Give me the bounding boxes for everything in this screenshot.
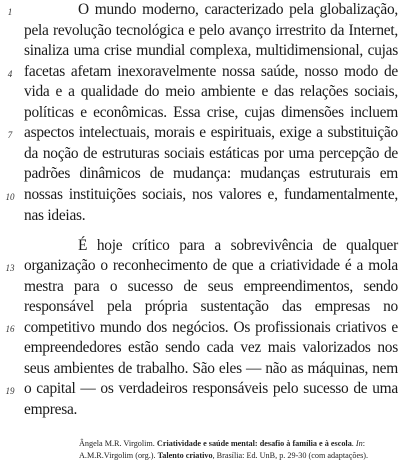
text-line: competitivo mundo dos negócios. Os profissionais criativos e [24,319,398,336]
line-number: 13 [5,263,15,273]
citation-author: Ângela M.R. Virgolim. [79,439,157,448]
line-number: 4 [7,69,13,79]
citation-editor: A.M.R.Virgolim (org.). [79,451,158,460]
text-line: pela revolução tecnológica e pelo avanço irrestrito da Internet, [24,22,398,39]
citation-line-2 [79,450,399,461]
citation-in: In [355,439,363,448]
text-line: mestra para o sucesso de seus empreendimentos, sendo [24,278,398,295]
text-line: sinaliza uma crise mundial complexa, multidimensional, cujas [24,42,398,59]
line-number: 19 [5,386,15,396]
text-line: vida e a qualidade do meio ambiente e das relações sociais, [24,83,398,100]
text-line: É hoje crítico para a sobrevivência de qualquer [78,237,398,254]
text-line: O mundo moderno, caracterizado pela globalização, [78,1,398,18]
line-number: 10 [5,192,15,202]
citation-colon: : [362,439,365,448]
text-line: nossas instituições sociais, nos valores e, fundamentalmente, [24,186,398,203]
text-line: responsável pela própria sustentação das empresas no [24,298,398,315]
citation-book-title: Talento criativo [157,451,213,460]
text-line: padrões dinâmicos de mudança: mudanças estruturais em [24,165,398,182]
text-line: políticas e econômicas. Essa crise, cujas dimensões incluem [24,104,398,121]
text-line: organização o reconhecimento de que a criatividade é a mola [24,257,398,274]
citation-publication: , Brasília: Ed. UnB, p. 29-30 (com adaptações). [212,451,369,460]
text-line: empresa. [24,401,78,418]
text-line: o capital — os verdadeiros responsáveis pelo sucesso de uma [24,380,398,397]
text-line: facetas afetam inexoravelmente nossa saúde, nosso modo de [24,63,398,80]
citation-line-1 [79,438,399,449]
line-number: 16 [5,324,15,334]
text-line: aspectos intelectuais, morais e espirituais, exige a substituição [24,124,398,141]
citation-title: Criatividade e saúde mental: desafio à família e à escola [156,439,352,448]
text-line: seus ambientes de trabalho. São eles — não as máquinas, nem [24,360,398,377]
text-line: da noção de estruturas sociais estáticas por uma percepção de [24,145,398,162]
line-number: 7 [7,130,13,140]
text-line: nas ideias. [24,207,86,224]
citation-separator: . [351,439,356,448]
text-line: empreendedores estão sendo cada vez mais valorizados nos [24,339,398,356]
line-number: 1 [7,7,13,17]
